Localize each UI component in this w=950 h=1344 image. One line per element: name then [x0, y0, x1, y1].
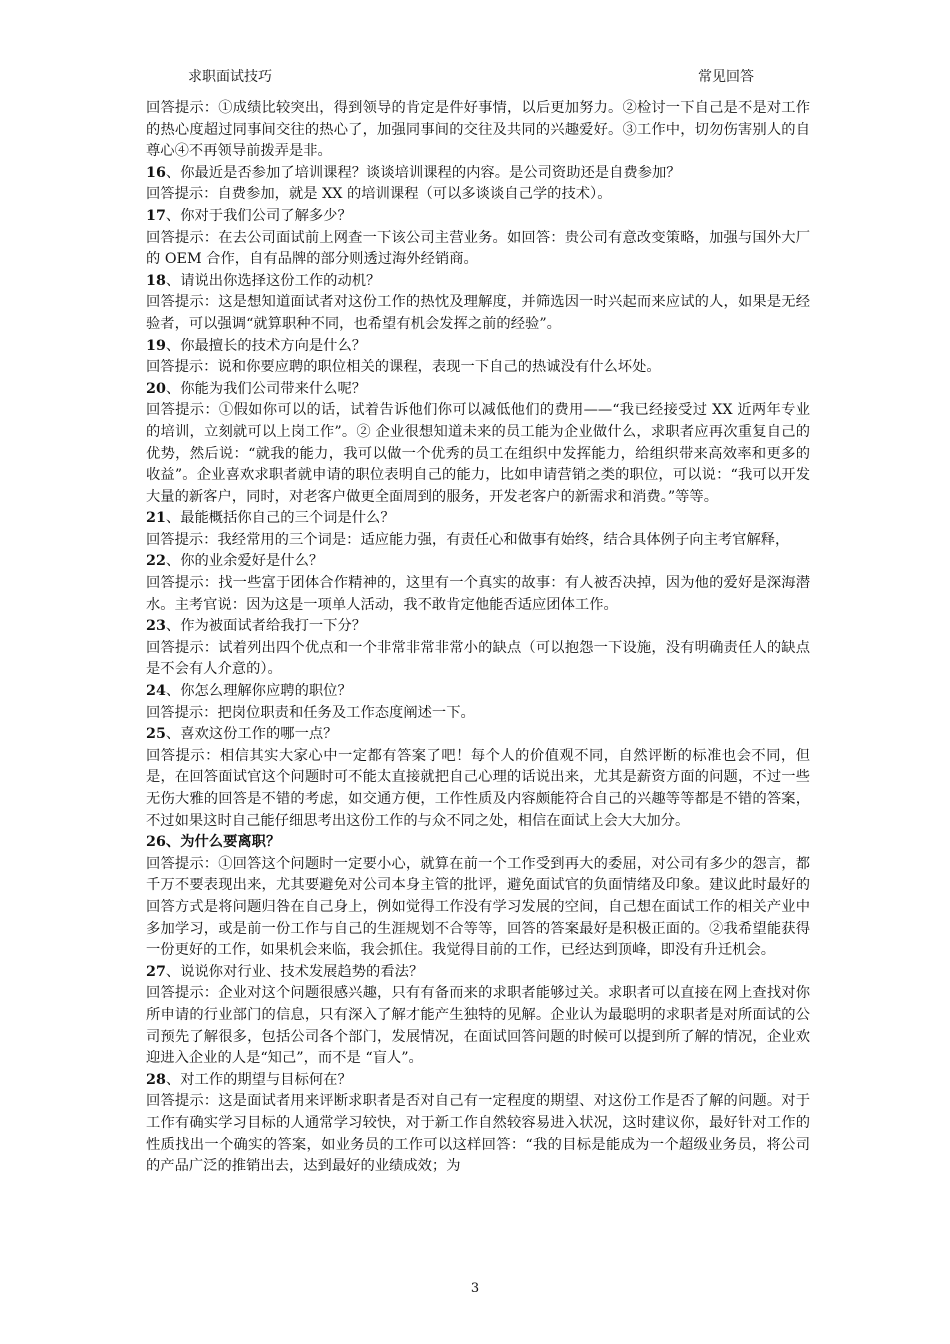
- question-number: 17: [146, 207, 166, 224]
- question-heading: [146, 962, 810, 984]
- question-text: 、说说你对行业、技术发展趋势的看法？: [165, 963, 424, 980]
- question-text: 、你对于我们公司了解多少？: [165, 207, 352, 224]
- question-heading: [146, 616, 810, 638]
- answer-paragraph: 回答提示：①成绩比较突出，得到领导的肯定是件好事情，以后更加努力。②检讨一下自己是不是对工作的热心度超过同事间交往的热心了，加强同事间的交往及共同的兴趣爱好。③工作中，切勿伤害别人的自尊心④不再领导前拨弄是非。: [146, 100, 810, 160]
- question-text: 、对工作的期望与目标何在？: [165, 1071, 352, 1088]
- question-text: 、请说出你选择这份工作的动机？: [165, 272, 381, 289]
- question-text: 、你怎么理解你应聘的职位？: [165, 683, 352, 700]
- question-text: 、你最擅长的技术方向是什么？: [165, 337, 367, 354]
- question-text: 、作为被面试者给我打一下分？: [165, 618, 367, 635]
- answer-paragraph: 回答提示：这是面试者用来评断求职者是否对自己有一定程度的期望、对这份工作是否了解的问题。对于工作有确实学习目标的人通常学习较快，对于新工作自然较容易进入状况，这时建议你，最好针对工作的性质找出一个确实的答案，如业务员的工作可以这样回答：“我的目标是能成为一个超级业务员，将公司的产品广泛的推销出去，达到最好的业绩成效；为: [146, 1093, 810, 1175]
- question-number: 20: [146, 380, 166, 397]
- question-heading: [146, 551, 810, 573]
- header-title-left: 求职面试技巧: [188, 69, 272, 85]
- question-number: 28: [146, 1071, 166, 1088]
- answer-paragraph: 回答提示：说和你要应聘的职位相关的课程，表现一下自己的热诚没有什么坏处。: [146, 359, 661, 376]
- answer-paragraph: 回答提示：试着列出四个优点和一个非常非常非常小的缺点（可以抱怨一下设施，没有明确责任人的缺点是不会有人介意的）。: [146, 639, 810, 678]
- question-heading: [146, 379, 810, 401]
- question-heading: [146, 681, 810, 703]
- question-number: 25: [146, 726, 166, 743]
- question-number: 16: [146, 164, 166, 181]
- page-header: [0, 66, 950, 90]
- answer-paragraph: 回答提示：这是想知道面试者对这份工作的热忱及理解度，并筛选因一时兴起而来应试的人，如果是无经验者，可以强调“就算职种不同，也希望有机会发挥之前的经验”。: [146, 294, 810, 332]
- answer-paragraph: 回答提示：①回答这个问题时一定要小心，就算在前一个工作受到再大的委屈，对公司有多少的怨言，都千万不要表现出来，尤其要避免对公司本身主管的批评，避免面试官的负面情绪及印象。建议此时最好的回答方式是将问题归咎在自己身上，例如觉得工作没有学习发展的空间，自己想在面试工作的相关产业中多加学习，或是前一份工作与自己的生涯规划不合等等，回答的答案最好是积极正面的。②我希望能获得一份更好的工作，如果机会来临，我会抓住。我觉得目前的工作，已经达到顶峰，即没有升迁机会。: [146, 855, 810, 959]
- answer-paragraph: 回答提示：我经常用的三个词是：适应能力强，有责任心和做事有始终，结合具体例子向主考官解释，: [146, 531, 790, 548]
- answer-paragraph: 回答提示：相信其实大家心中一定都有答案了吧！每个人的价值观不同，自然评断的标准也会不同，但是，在回答面试官这个问题时可不能太直接就把自己心理的话说出来，尤其是薪资方面的问题，不过一些无伤大雅的回答是不错的考虑，如交通方便，工作性质及内容颇能符合自己的兴趣等等都是不错的答案，不过如果这时自己能仔细思考出这份工作的与众不同之处，相信在面试上会大大加分。: [146, 747, 810, 829]
- page-number: 3: [470, 1281, 480, 1296]
- question-heading: [146, 271, 810, 293]
- question-heading: [146, 1070, 810, 1092]
- question-text: 、你最近是否参加了培训课程？谈谈培训课程的内容。是公司资助还是自费参加？: [165, 164, 681, 181]
- question-number: 26: [146, 834, 166, 851]
- answer-paragraph: 回答提示：自费参加，就是 XX 的培训课程（可以多谈谈自己学的技术）。: [146, 186, 612, 203]
- question-number: 24: [146, 683, 166, 700]
- answer-paragraph: 回答提示：找一些富于团体合作精神的，这里有一个真实的故事：有人被否决掉，因为他的爱好是深海潜水。主考官说：因为这是一项单人活动，我不敢肯定他能否适应团体工作。: [146, 575, 810, 613]
- question-text: 、最能概括你自己的三个词是什么？: [165, 510, 395, 527]
- answer-paragraph: 回答提示：在去公司面试前上网查一下该公司主营业务。如回答：贵公司有意改变策略，加强与国外大厂的 OEM 合作，自有品牌的部分则透过海外经销商。: [146, 229, 810, 268]
- question-text: 、你能为我们公司带来什么呢？: [165, 380, 367, 397]
- question-heading: [146, 832, 810, 854]
- header-title-right: 常见回答: [698, 69, 754, 85]
- question-heading: [146, 163, 810, 185]
- answer-paragraph: 回答提示：①假如你可以的话，试着告诉他们你可以减低他们的费用——“我已经接受过 XX 近两年专业的培训，立刻就可以上岗工作”。② 企业很想知道未来的员工能为企业做什么，求职者应再次重复自己的优势，然后说：“就我的能力，我可以做一个优秀的员工在组织中发挥能力，给组织带来高效率和更多的收益”。企业喜欢求职者就申请的职位表明自己的能力，比如申请营销之类的职位，可以说：“我可以开发大量的新客户，同时，对老客户做更全面周到的服务，开发老客户的新需求和消费。”等等。: [146, 402, 810, 505]
- question-text: 、你的业余爱好是什么？: [165, 553, 324, 570]
- answer-paragraph: 回答提示：把岗位职责和任务及工作态度阐述一下。: [146, 704, 475, 721]
- document-body: [146, 98, 810, 1178]
- question-number: 18: [146, 272, 166, 289]
- question-number: 27: [146, 963, 166, 980]
- question-number: 19: [146, 337, 166, 354]
- question-number: 21: [146, 510, 166, 527]
- question-number: 23: [146, 618, 166, 635]
- question-heading: [146, 206, 810, 228]
- question-text: 、喜欢这份工作的哪一点？: [165, 726, 338, 743]
- question-heading: [146, 508, 810, 530]
- question-text: 、为什么要离职？: [165, 834, 281, 851]
- question-heading: [146, 724, 810, 746]
- answer-paragraph: 回答提示：企业对这个问题很感兴趣，只有有备而来的求职者能够过关。求职者可以直接在网上查找对你所申请的行业部门的信息，只有深入了解才能产生独特的见解。企业认为最聪明的求职者是对所面试的公司预先了解很多，包括公司各个部门，发展情况，在面试回答问题的时候可以提到所了解的情况，企业欢迎进入企业的人是“知己”，而不是 “盲人”。: [146, 985, 810, 1067]
- question-heading: [146, 336, 810, 358]
- question-number: 22: [146, 553, 166, 570]
